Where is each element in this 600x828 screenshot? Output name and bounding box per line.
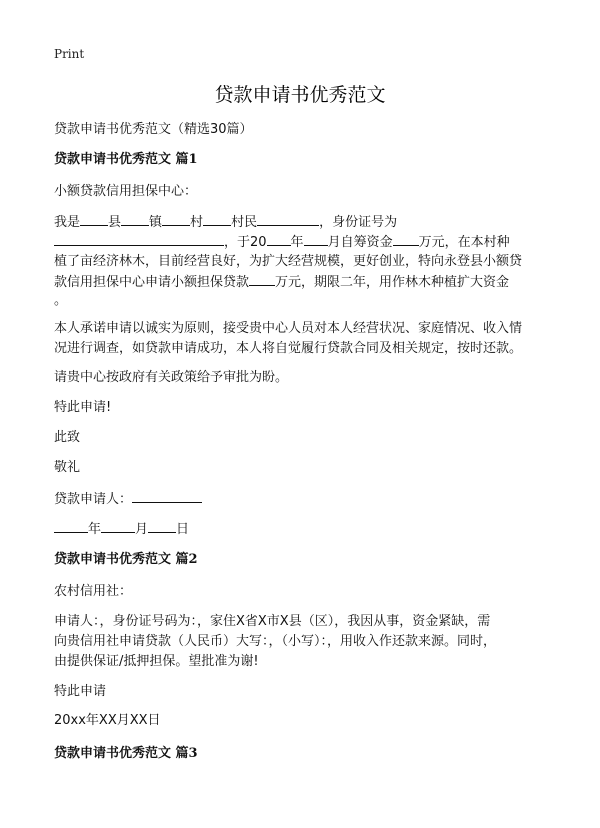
- document-title: 贷款申请书优秀范文: [214, 84, 386, 106]
- text-segment: 万元，期限二年，用作林木种植扩大资金: [275, 275, 510, 290]
- date-line: [54, 519, 550, 540]
- text-segment: 村民: [231, 215, 258, 230]
- recipient-1: 小额贷款信用担保中心：: [54, 184, 198, 199]
- fill-blank: [162, 212, 190, 226]
- paragraph-line: 申请人：，身份证号码为：，家住X省X市X县（区），我因从事，资金紧缺，需: [54, 614, 491, 629]
- text-segment: 村: [190, 215, 204, 230]
- section-heading-1: 贷款申请书优秀范文 篇1: [54, 152, 198, 167]
- paragraph-line: 。: [54, 293, 68, 308]
- fill-blank: [121, 212, 149, 226]
- paragraph-line: 请贵中心按政府有关政策给予审批为盼。: [54, 370, 289, 385]
- paragraph-line: 此致: [54, 430, 81, 445]
- paragraph-line: 植了亩经济林木，目前经营良好，为扩大经营规模，更好创业，特向永登县小额贷: [54, 254, 523, 269]
- paragraph-line: 由提供保证/抵押担保。望批准为谢!: [54, 654, 259, 669]
- fill-blank: [54, 232, 224, 246]
- fill-blank: [304, 232, 328, 246]
- text-segment: ，身份证号为: [319, 215, 398, 230]
- paragraph-line: 特此申请: [54, 684, 107, 699]
- fill-blank: [393, 232, 419, 246]
- subtitle: 贷款申请书优秀范文（精选30篇）: [54, 122, 253, 137]
- text-segment: 县: [108, 215, 122, 230]
- section-heading-2: 贷款申请书优秀范文 篇2: [54, 552, 198, 567]
- fill-blank: [267, 232, 291, 246]
- paragraph-line: 特此申请!: [54, 400, 112, 415]
- text-segment: 我是: [54, 215, 81, 230]
- text-segment: 万元，在本村种: [418, 235, 510, 250]
- fill-blank: [132, 489, 202, 503]
- paragraph-line: [54, 212, 550, 233]
- fill-blank: [257, 212, 319, 226]
- date-line: 20xx年XX月XX日: [54, 713, 161, 728]
- paragraph-line: 况进行调查，如贷款申请成功，本人将自觉履行贷款合同及相关规定，按时还款。: [54, 341, 523, 356]
- paragraph-line: [54, 272, 550, 293]
- paragraph-line: 向贵信用社申请贷款（人民币）大写：，（小写）：，用收入作还款来源。同时，: [54, 634, 497, 649]
- text-segment: 日: [176, 522, 190, 537]
- applicant-label: 贷款申请人：: [54, 492, 133, 507]
- fill-blank: [249, 272, 275, 286]
- fill-blank: [80, 212, 108, 226]
- text-segment: 镇: [149, 215, 163, 230]
- paragraph-line: 敬礼: [54, 460, 81, 475]
- recipient-2: 农村信用社：: [54, 584, 133, 599]
- section-heading-3: 贷款申请书优秀范文 篇3: [54, 746, 198, 761]
- text-segment: 月自筹资金: [327, 235, 393, 250]
- print-label[interactable]: Print: [54, 47, 85, 61]
- paragraph-line: [54, 232, 550, 253]
- fill-blank: [203, 212, 231, 226]
- text-segment: 年: [88, 522, 102, 537]
- paragraph-line: 本人承诺申请以诚实为原则，接受贵中心人员对本人经营状况、家庭情况、收入情: [54, 321, 523, 336]
- fill-blank: [148, 519, 176, 533]
- text-segment: 款信用担保中心申请小额担保贷款: [54, 275, 250, 290]
- fill-blank: [54, 519, 88, 533]
- text-segment: 月: [135, 522, 149, 537]
- text-segment: ，于20: [224, 235, 267, 250]
- fill-blank: [101, 519, 135, 533]
- signature-line: [54, 489, 550, 510]
- text-segment: 年: [290, 235, 304, 250]
